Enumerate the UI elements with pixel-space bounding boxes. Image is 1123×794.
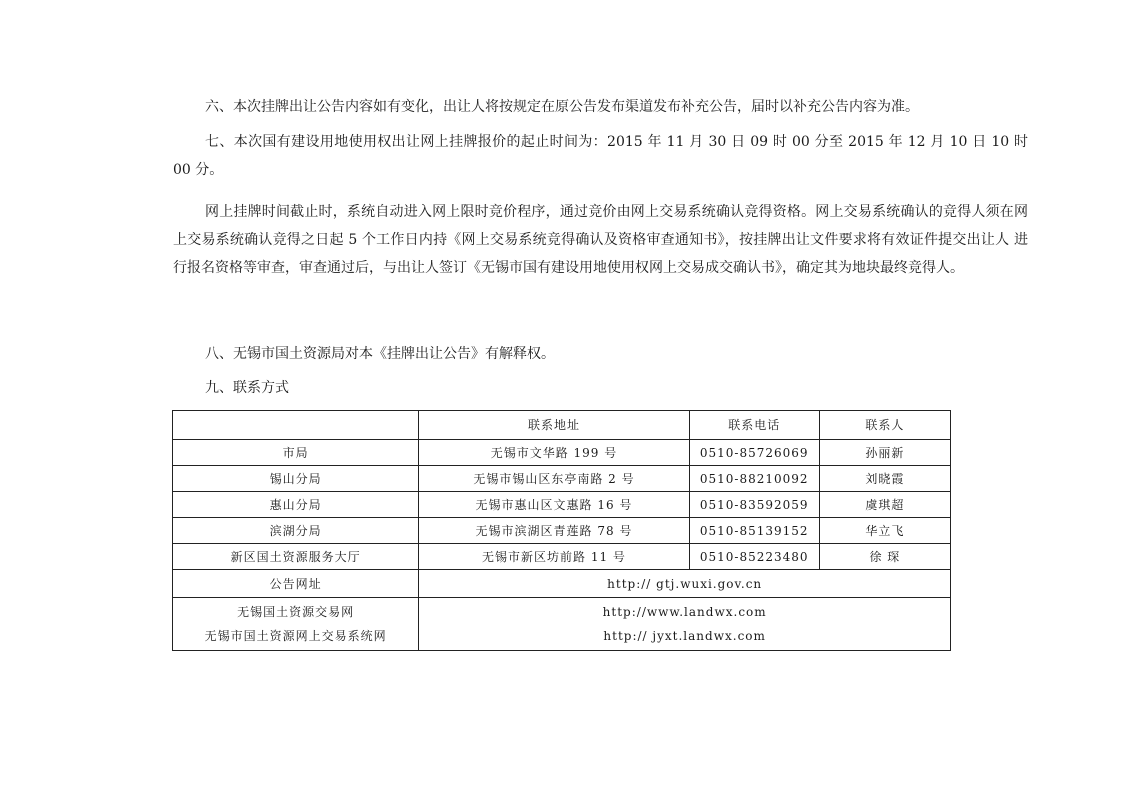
person-cell: 孙丽新 [819, 440, 950, 466]
person-cell: 虞琪超 [819, 492, 950, 518]
header-person: 联系人 [819, 411, 950, 440]
office-cell: 锡山分局 [173, 466, 419, 492]
phone-cell: 0510-85223480 [689, 544, 819, 570]
sites-row [173, 598, 951, 651]
site-name: 无锡国土资源交易网 [237, 605, 355, 619]
paragraph-six: 六、本次挂牌出让公告内容如有变化，出让人将按规定在原公告发布渠道发布补充公告，届时以补充公告内容为准。 [205, 99, 919, 115]
paragraph-eight: 八、无锡市国土资源局对本《挂牌出让公告》有解释权。 [205, 346, 555, 362]
phone-cell: 0510-85139152 [689, 518, 819, 544]
office-cell: 惠山分局 [173, 492, 419, 518]
header-office [173, 411, 419, 440]
address-cell: 无锡市滨湖区青莲路 78 号 [419, 518, 689, 544]
header-address: 联系地址 [419, 411, 689, 440]
person-cell: 华立飞 [819, 518, 950, 544]
table-row [173, 440, 951, 466]
site-names [173, 598, 419, 651]
site-name: 无锡市国土资源网上交易系统网 [204, 629, 387, 643]
phone-cell: 0510-88210092 [689, 466, 819, 492]
table-row [173, 466, 951, 492]
table-row [173, 544, 951, 570]
contact-table [172, 410, 951, 651]
person-cell: 刘晓霞 [819, 466, 950, 492]
section-contact-heading: 九、联系方式 [205, 380, 289, 396]
phone-cell: 0510-85726069 [689, 440, 819, 466]
address-cell: 无锡市文华路 199 号 [419, 440, 689, 466]
header-phone: 联系电话 [689, 411, 819, 440]
address-cell: 无锡市新区坊前路 11 号 [419, 544, 689, 570]
person-cell: 徐 琛 [819, 544, 950, 570]
site-urls [419, 598, 951, 651]
website-row [173, 570, 951, 598]
address-cell: 无锡市锡山区东亭南路 2 号 [419, 466, 689, 492]
office-cell: 市局 [173, 440, 419, 466]
site-url: http:// jyxt.landwx.com [603, 629, 766, 643]
paragraph-seven: 七、本次国有建设用地使用权出让网上挂牌报价的起止时间为：2015 年 11 月 30 日 09 时 00 分至 2015 年 12 月 10 日 10 时 00 分。 [173, 134, 1028, 178]
phone-cell: 0510-83592059 [689, 492, 819, 518]
site-url: http://www.landwx.com [602, 605, 767, 619]
table-row [173, 492, 951, 518]
office-cell: 滨湖分局 [173, 518, 419, 544]
website-url: http:// gtj.wuxi.gov.cn [419, 570, 951, 598]
table-header-row [173, 411, 951, 440]
website-label: 公告网址 [173, 570, 419, 598]
office-cell: 新区国土资源服务大厅 [173, 544, 419, 570]
paragraph-seven-detail: 网上挂牌时间截止时，系统自动进入网上限时竞价程序，通过竞价由网上交易系统确认竞得资格。网上交易系统确认的竞得人须在网 上交易系统确认竞得之日起 5 个工作日内持《网上交易系统竞得确认及资格审查通知书》，按挂牌出让文件要求将有效证件提交出让人 进行报名资格等审查，审查通过后，与出让人签订《无锡市国有建设用地使用权网上交易成交确认书》，确定其为地块最终竞得人。 [173, 204, 1028, 276]
address-cell: 无锡市惠山区文惠路 16 号 [419, 492, 689, 518]
table-row [173, 518, 951, 544]
